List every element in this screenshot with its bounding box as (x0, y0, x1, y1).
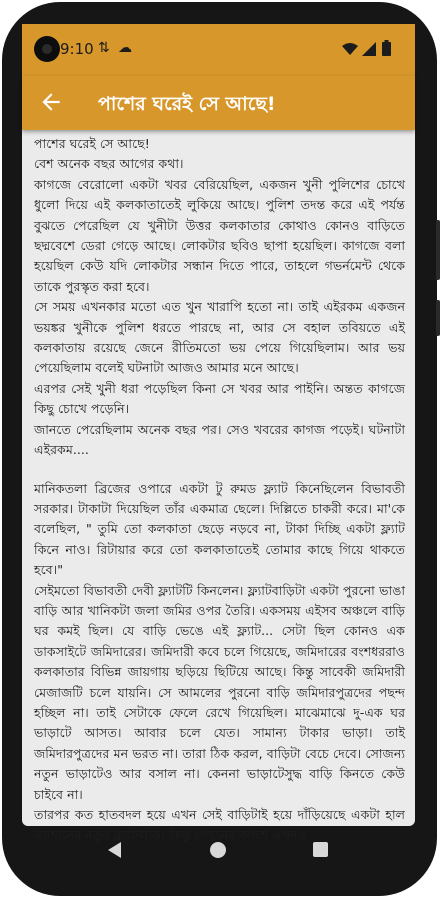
story-paragraph: জানতে পেরেছিলাম অনেক বছর পর। সেও খবরের কাগজ পড়েই। ঘটনাটা এইরকম.... (34, 421, 405, 458)
story-paragraph: মানিকতলা ব্রিজের ওপারে একটা টু রুমড ফ্ল্যাট কিনেছিলেন বিভাবতী সরকার। টাকাটা দিয়েছিল তাঁর একমাত্র ছেলে। দিল্লিতে চাকরী করে। মা'কে বলেছিল, " তুমি তো কলকাতা ছেড়ে নড়বে না, টাকা দিচ্ছি একটা ফ্ল্যাট কিনে নাও। রিটায়ার করে তো কলকাতাতেই তোমার কাছে গিয়ে থাকতে হবে।" (34, 480, 406, 578)
story-paragraph: পাশের ঘরেই সে আছে! (34, 136, 150, 151)
nav-home-icon[interactable] (210, 842, 226, 858)
app-toolbar (22, 76, 415, 130)
story-body (22, 130, 415, 846)
nav-back-icon[interactable] (108, 842, 121, 858)
page-title: পাশের ঘরেই সে আছে! (98, 93, 276, 115)
battery-icon (382, 40, 391, 56)
paragraph-gap (34, 461, 405, 479)
status-bar (22, 24, 415, 76)
story-paragraph: তারপর কত হাতবদল হয়ে এখন সেই বাড়িটাই হয়ে দাঁড়িয়েছে একটা হাল ফ্যাশানের নতুন ফ্ল্যাটবাড়ি। কিন্তু পেছনের অংশে এখনও (34, 807, 405, 843)
volume-button (436, 220, 440, 280)
arrow-back-icon[interactable] (38, 89, 64, 115)
signal-icon (362, 42, 376, 56)
status-time: 9:10 (60, 40, 94, 58)
sync-icon: ⇅ (98, 40, 110, 56)
app-screen (22, 24, 415, 843)
nav-recents-icon[interactable] (313, 842, 328, 857)
story-paragraph: সেইমতো বিভাবতী দেবী ফ্ল্যাটটি কিনলেন। ফ্ল্যাটবাড়িটা একটা পুরনো ভাঙা বাড়ি আর খানিকটা জলা জমির ওপর তৈরি। একসময় এইসব অঞ্চলে বাড়ি ঘর কমই ছিল। যে বাড়ি ভেঙে এই ফ্ল্যাট... সেটা ছিল কোনও এক ডাকসাইটে জমিদারের। জমিদারী কবে চলে গিয়েছে, জমিদারের বংশধররাও কলকাতার বিভিন্ন জায়গায় ছড়িয়ে ছিটিয়ে আছে। কিন্তু সাবেকী জমিদারী মেজাজটি চলে যায়নি। সে আমলের পুরনো বাড়ি জমিদারপুত্রদের পছন্দ হচ্ছিল না। তাই সেটাকে ফেলে রেখে গিয়েছিল। মাঝেমাঝে দু-এক ঘর ভাড়াটে আসত। আবার চলে যেত। সামান্য টাকার ভাড়া। তাই জমিদারপুত্রদের মন ভরত না। তারা ঠিক করল, বাড়িটা বেচে দেবে। সোজন্য নতুন ভাড়াটেও আর বসাল না। কেননা ভাড়াটেসুদ্ধ বাড়ি কিনতে কেউ চাইবে না। (34, 582, 405, 802)
cloud-icon: ☁ (118, 40, 132, 56)
wifi-icon (342, 42, 358, 56)
story-paragraph: সে সময় এখনকার মতো এত খুন খারাপি হতো না। তাই এইরকম একজন ভয়ঙ্কর খুনীকে পুলিশ ধরতে পারছে না, আর সে বহাল তবিয়তে এই কলকাতায় রয়েছে জেনে রীতিমতো ভয় পেয়ে গিয়েছিলাম। আর ভয় পেয়েছিলাম বলেই ঘটনাটা আজও আমার মনে আছে। (34, 299, 405, 376)
story-paragraph: বেশ অনেক বছর আগের কথা। (34, 156, 184, 172)
story-paragraph: কাগজে বেরোলো একটা খবর বেরিয়েছিল, একজন খুনী পুলিশের চোখে ধুলো দিয়ে এই কলকাতাতেই লুকিয়ে আছে। পুলিশ তদন্ত করে এই পর্যন্ত বুঝতে পেরেছিল যে খুনীটা উত্তর কলকাতার কোথাও কোনও বাড়িতে ছদ্মবেশে ডেরা গেড়ে আছে। লোকটার ছবিও ছাপা হয়েছিল। কাগজে বলা হয়েছিল কেউ যদি লোকটার সন্ধান দিতে পারে, তাহলে গভর্নমেন্ট থেকে তাকে পুরস্কৃত করা হবে। (34, 176, 405, 294)
power-button (436, 300, 440, 336)
system-nav-bar (22, 826, 415, 876)
story-paragraph: এরপর সেই খুনী ধরা পড়েছিল কিনা সে খবর আর পাইনি। অন্তত কাগজে কিছু চোখে পড়েনি। (34, 380, 405, 417)
front-camera (34, 36, 60, 62)
story-scroll-area[interactable] (22, 130, 415, 843)
